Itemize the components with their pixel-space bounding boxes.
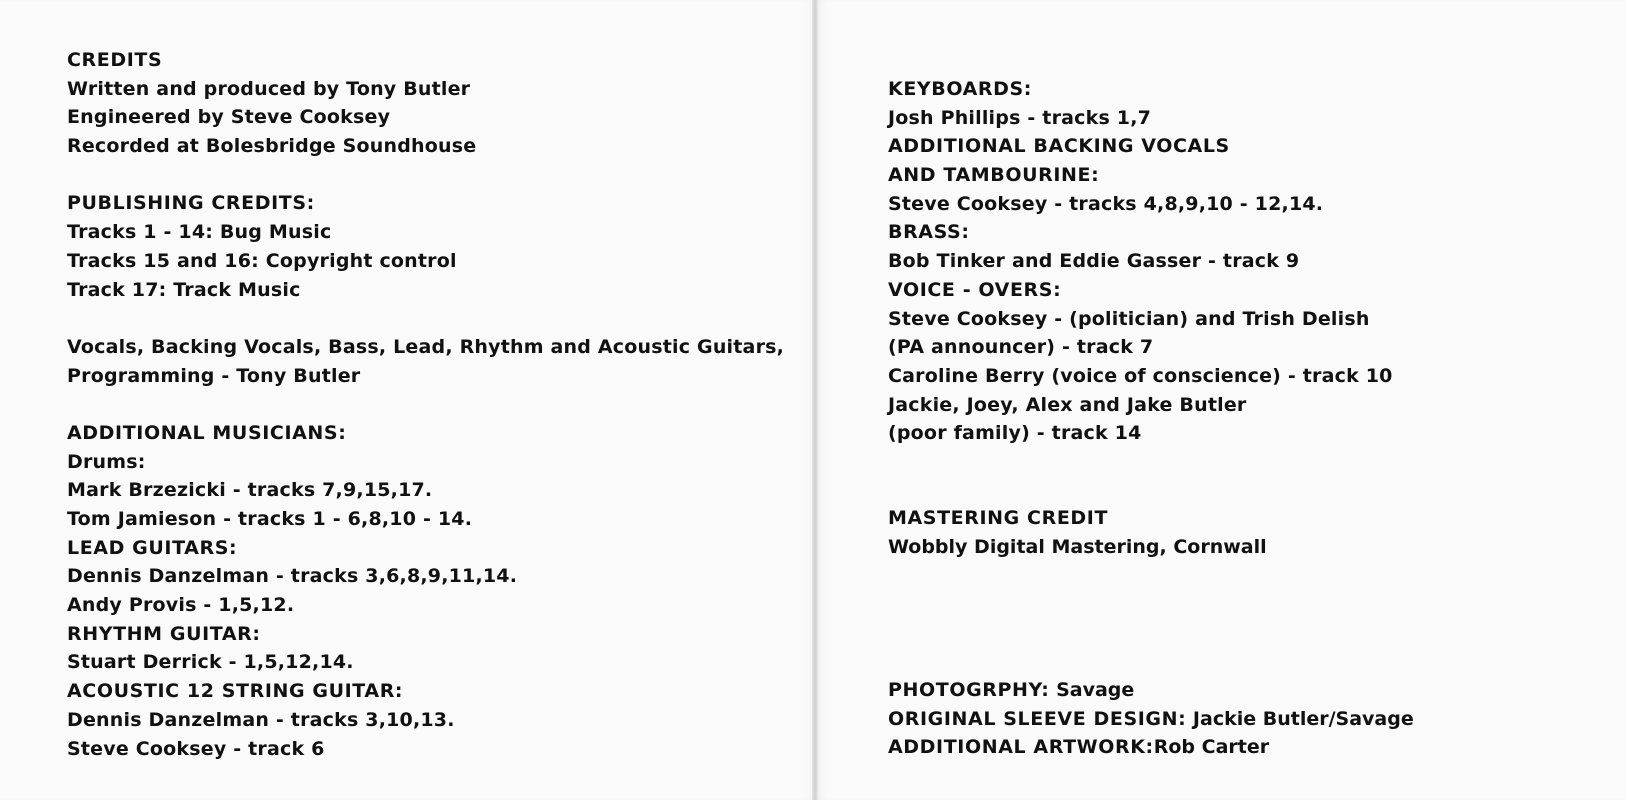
drums-line: Tom Jamieson - tracks 1 - 6,8,10 - 14. [67, 508, 473, 530]
drums-label: Drums: [67, 450, 146, 473]
credits-line: Engineered by Steve Cooksey [67, 106, 391, 129]
mastering-line: Wobbly Digital Mastering, Cornwall [888, 535, 1267, 558]
sleeve-design-label: ORIGINAL SLEEVE DESIGN: [888, 707, 1187, 730]
voice-over-line: (poor family) - track 14 [888, 422, 1142, 445]
photography-credit [888, 676, 1414, 705]
artwork-credit [888, 733, 1414, 762]
voice-over-line: Steve Cooksey - (politician) and Trish Delish [888, 307, 1370, 330]
lead-guitars-label: LEAD GUITARS: [67, 536, 238, 559]
publishing-line: Track 17: Track Music [67, 278, 301, 301]
artwork-label: ADDITIONAL ARTWORK: [888, 736, 1154, 759]
sleeve-design-value: Jackie Butler/Savage [1192, 707, 1414, 730]
brass-line: Bob Tinker and Eddie Gasser - track 9 [888, 250, 1300, 273]
photography-label: PHOTOGRPHY: [888, 679, 1050, 701]
rhythm-guitar-label: RHYTHM GUITAR: [67, 622, 261, 645]
acoustic-guitar-line: Dennis Danzelman - tracks 3,10,13. [67, 708, 455, 731]
keyboards-line: Josh Phillips - tracks 1,7 [888, 106, 1152, 129]
design-credits-section [888, 676, 1414, 762]
spacer [67, 390, 784, 419]
sleeve-design-credit [888, 705, 1414, 734]
voice-overs-label: VOICE - OVERS: [888, 278, 1062, 301]
mastering-label: MASTERING CREDIT [888, 507, 1109, 529]
spacer [67, 304, 784, 333]
mastering-section [888, 504, 1267, 561]
acoustic-guitar-label: ACOUSTIC 12 STRING GUITAR: [67, 680, 404, 703]
publishing-line: Tracks 15 and 16: Copyright control [67, 249, 457, 272]
left-credits-column [67, 46, 784, 763]
artwork-value: Rob Carter [1153, 736, 1270, 759]
rhythm-guitar-line: Stuart Derrick - 1,5,12,14. [67, 651, 354, 674]
drums-line: Mark Brzezicki - tracks 7,9,15,17. [67, 479, 433, 502]
credits-line: Written and produced by Tony Butler [67, 77, 471, 100]
additional-musicians-heading: ADDITIONAL MUSICIANS: [67, 421, 347, 444]
publishing-line: Tracks 1 - 14: Bug Music [67, 221, 332, 244]
performer-line: Vocals, Backing Vocals, Bass, Lead, Rhythm and Acoustic Guitars, [67, 335, 785, 358]
backing-vocals-label: ADDITIONAL BACKING VOCALS [888, 135, 1230, 158]
publishing-heading: PUBLISHING CREDITS: [67, 192, 315, 215]
photography-value: Savage [1056, 679, 1135, 701]
performer-line: Programming - Tony Butler [67, 364, 361, 387]
tambourine-label: AND TAMBOURINE: [888, 164, 1100, 187]
voice-over-line: Jackie, Joey, Alex and Jake Butler [888, 393, 1247, 416]
spacer [67, 161, 784, 190]
keyboards-label: KEYBOARDS: [888, 78, 1032, 100]
credits-heading: CREDITS [67, 49, 163, 71]
lead-guitar-line: Andy Provis - 1,5,12. [67, 594, 295, 617]
brass-label: BRASS: [888, 221, 970, 244]
voice-over-line: (PA announcer) - track 7 [888, 336, 1154, 359]
backing-vocals-line: Steve Cooksey - tracks 4,8,9,10 - 12,14. [888, 192, 1324, 215]
voice-over-line: Caroline Berry (voice of conscience) - track 10 [888, 364, 1393, 387]
acoustic-guitar-line: Steve Cooksey - track 6 [67, 737, 325, 760]
lead-guitar-line: Dennis Danzelman - tracks 3,6,8,9,11,14. [67, 565, 518, 588]
credits-line: Recorded at Bolesbridge Soundhouse [67, 135, 477, 158]
right-credits-column [888, 75, 1393, 448]
